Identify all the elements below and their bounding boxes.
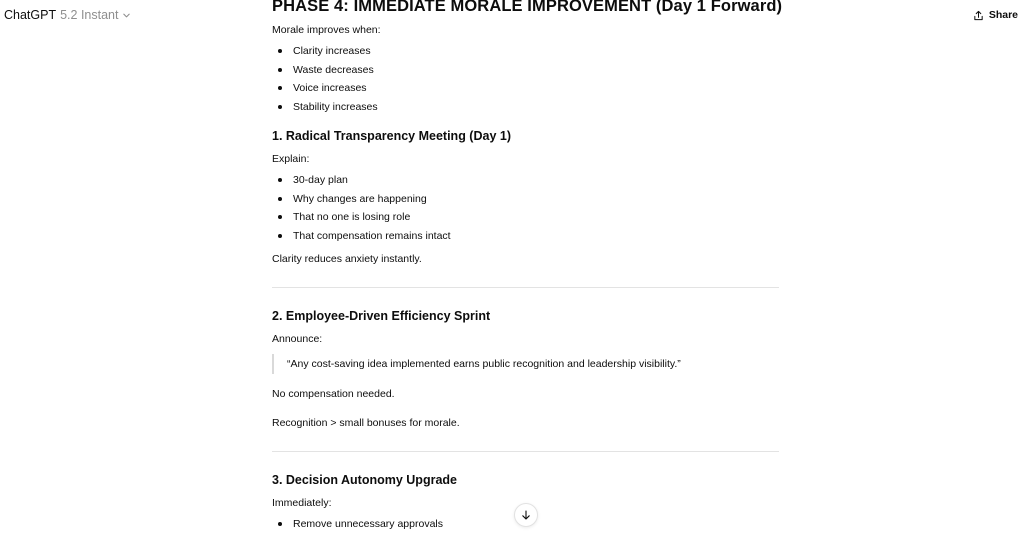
model-name: ChatGPT [4,8,57,22]
list-item: Stability increases [272,100,378,119]
model-switcher[interactable] [4,8,131,22]
section2-lead: Announce: [272,333,323,345]
section2-note-1: No compensation needed. [272,388,395,400]
list-item: Remove unnecessary approvals [272,517,443,536]
share-button[interactable] [969,7,1022,23]
section1-closing: Clarity reduces anxiety instantly. [272,253,422,265]
list-item: Why changes are happening [272,192,451,211]
blockquote: “Any cost-saving idea implemented earns public recognition and leadership visibility.” [272,354,681,374]
intro-text: Morale improves when: [272,24,381,36]
section-heading-1: 1. Radical Transparency Meeting (Day 1) [272,129,511,143]
model-version: 5.2 Instant [60,8,119,22]
list-item: That compensation remains intact [272,229,451,248]
section3-list [272,517,443,536]
list-item: 30-day plan [272,173,451,192]
share-icon [973,10,984,21]
section-heading-3: 3. Decision Autonomy Upgrade [272,473,457,487]
divider [272,451,779,452]
chevron-down-icon [122,11,131,20]
divider [272,287,779,288]
scroll-to-bottom-button[interactable] [514,503,538,527]
phase-title: PHASE 4: IMMEDIATE MORALE IMPROVEMENT (Day 1 Forward) [272,0,783,15]
list-item: Voice increases [272,81,378,100]
share-label: Share [988,9,1018,21]
list-item: Clarity increases [272,44,378,63]
arrow-down-icon [521,510,531,520]
section-heading-2: 2. Employee-Driven Efficiency Sprint [272,309,491,323]
section2-note-2: Recognition > small bonuses for morale. [272,417,460,429]
list-item: That no one is losing role [272,210,451,229]
section1-lead: Explain: [272,153,310,165]
section3-lead: Immediately: [272,497,332,509]
section1-list [272,173,451,247]
list-item: Waste decreases [272,63,378,82]
intro-list [272,44,378,118]
